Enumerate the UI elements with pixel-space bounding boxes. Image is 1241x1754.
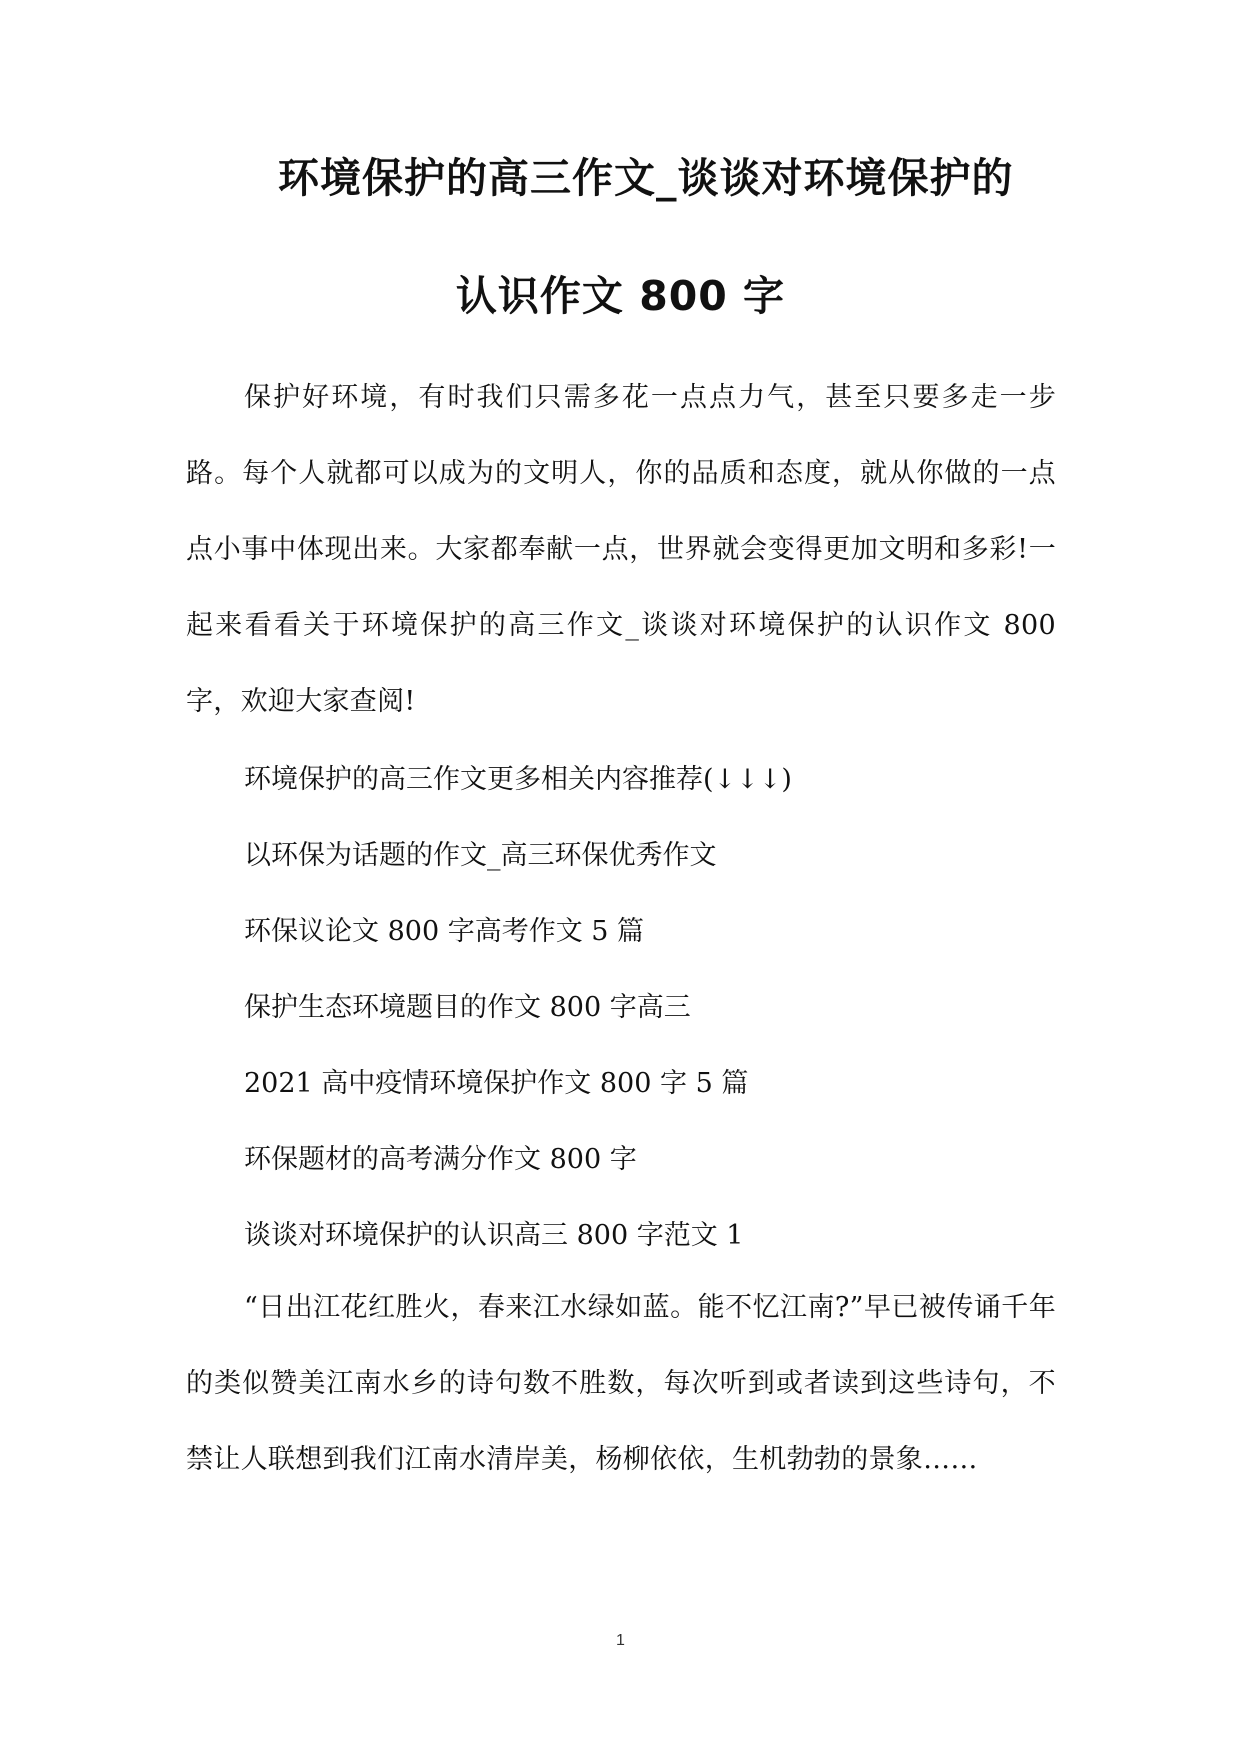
section-heading: 谈谈对环境保护的认识高三 800 字范文 1	[244, 1220, 744, 1251]
recommendation-link-4[interactable]: 2021 高中疫情环境保护作文 800 字 5 篇	[244, 1068, 749, 1099]
recommendation-link-2[interactable]: 环保议论文 800 字高考作文 5 篇	[244, 916, 645, 947]
recommendation-link-1[interactable]: 以环保为话题的作文_高三环保优秀作文	[244, 840, 717, 871]
intro-paragraph: 保护好环境，有时我们只需多花一点点力气，甚至只要多走一步路。每个人就都可以成为的文明人，你的品质和态度，就从你做的一点点小事中体现出来。大家都奉献一点，世界就会变得更加文明和多彩!一起来看看关于环境保护的高三作文_谈谈对环境保护的认识作文 800 字，欢迎大家查阅!	[186, 382, 1056, 717]
document-title-line-2: 认识作文 800 字	[455, 272, 786, 320]
page-number: 1	[616, 1632, 625, 1649]
recommendation-link-5[interactable]: 环保题材的高考满分作文 800 字	[244, 1144, 637, 1175]
recommendation-link-3[interactable]: 保护生态环境题目的作文 800 字高三	[244, 992, 691, 1023]
poem-paragraph: “日出江花红胜火，春来江水绿如蓝。能不忆江南?”早已被传诵千年的类似赞美江南水乡的诗句数不胜数，每次听到或者读到这些诗句，不禁让人联想到我们江南水清岸美，杨柳依依，生机勃勃的景象……	[186, 1292, 1056, 1475]
recommendation-heading: 环境保护的高三作文更多相关内容推荐(↓↓↓)	[244, 764, 792, 795]
document-title-line-1: 环境保护的高三作文_谈谈对环境保护的	[278, 154, 1014, 202]
recommendation-list	[244, 742, 792, 1274]
